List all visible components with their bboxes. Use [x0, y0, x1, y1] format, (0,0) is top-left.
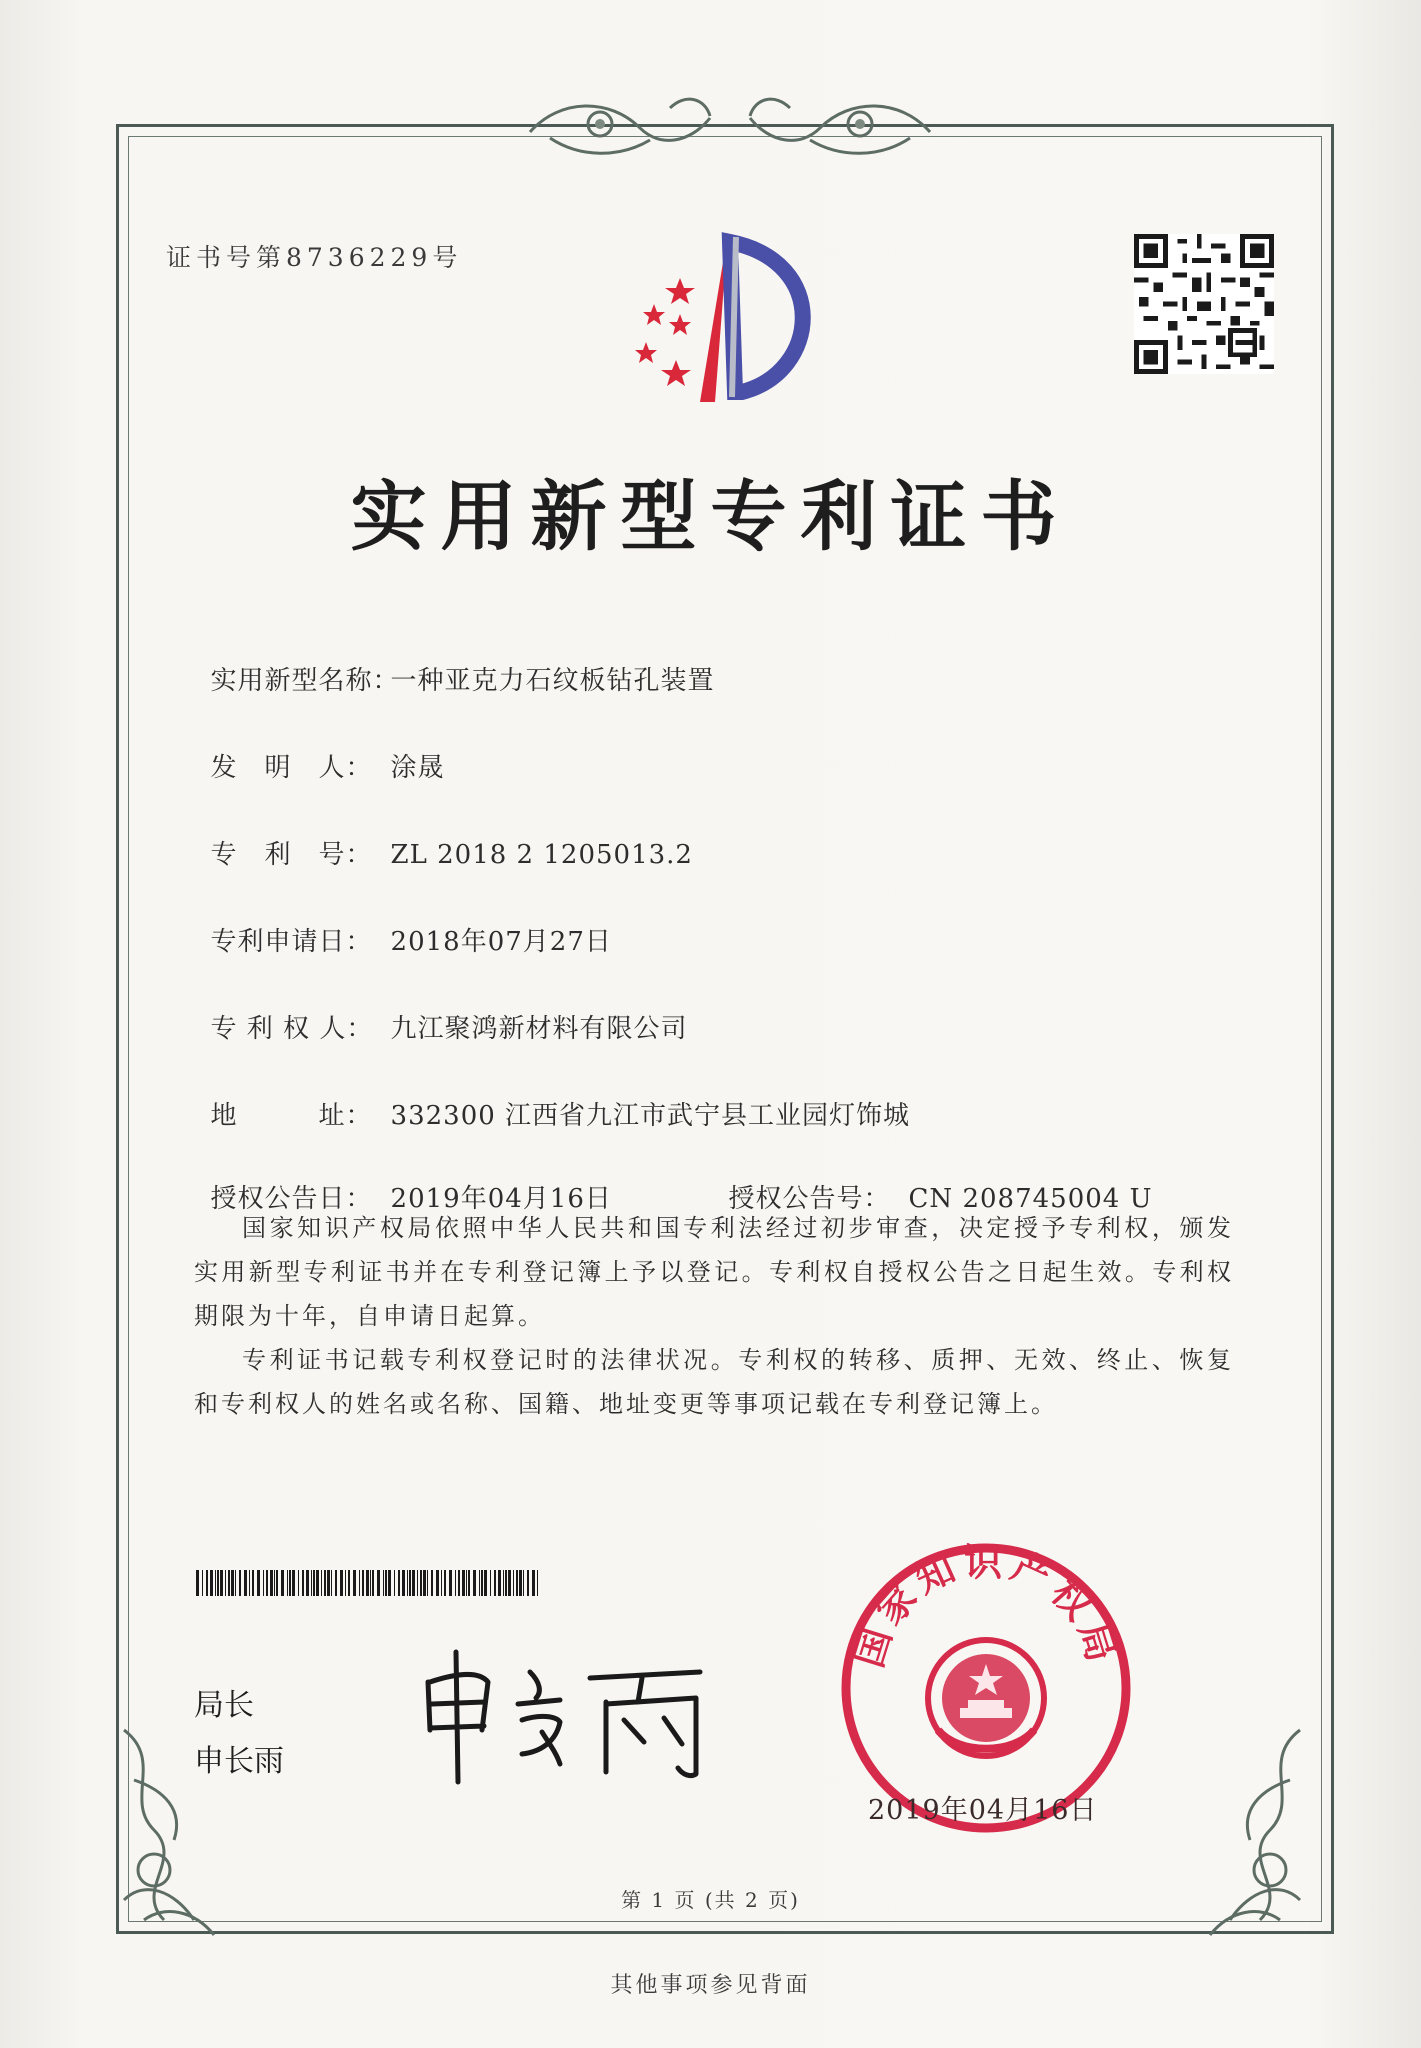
- field-value: ZL 2018 2 1205013.2: [390, 840, 693, 870]
- field-value: 332300 江西省九江市武宁县工业园灯饰城: [390, 1101, 911, 1131]
- barcode: [196, 1570, 544, 1596]
- field-label: 授权公告日：: [210, 1184, 373, 1214]
- director-signature: [410, 1642, 730, 1792]
- footer-note: 其他事项参见背面: [610, 1973, 811, 1998]
- field-value: 2019年04月16日: [390, 1184, 612, 1214]
- field-value: 2018年07月27日: [390, 927, 612, 957]
- field-label: 专 利 权 人：: [210, 1014, 374, 1044]
- seal-date: 2019年04月16日: [868, 1795, 1098, 1826]
- field-value: CN 208745004 U: [908, 1184, 1153, 1214]
- field-value: 九江聚鸿新材料有限公司: [390, 1014, 688, 1044]
- field-label: 实用新型名称：: [210, 666, 400, 696]
- field-value: 一种亚克力石纹板钻孔装置: [390, 666, 715, 696]
- field-value: 涂晟: [390, 753, 445, 783]
- svg-text:国家知识产权局: [847, 1540, 1126, 1672]
- certificate-body: [194, 1206, 1234, 1426]
- field-utility-model-name: [194, 630, 715, 697]
- field-label: 地 址：: [210, 1101, 373, 1131]
- seal-text: 国家知识产权局: [846, 1540, 1126, 1673]
- field-label: 发 明 人：: [210, 753, 373, 783]
- body-paragraph-2: 专利证书记载专利权登记时的法律状况。专利权的转移、质押、无效、终止、恢复和专利权人的姓名或名称、国籍、地址变更等事项记载在专利登记簿上。: [194, 1346, 1234, 1418]
- field-address: [194, 1065, 910, 1132]
- field-patent-number: [194, 804, 693, 871]
- field-label: 授权公告号：: [728, 1184, 891, 1214]
- field-filing-date: [194, 891, 612, 958]
- field-inventor: [194, 717, 445, 784]
- top-ornament: [520, 88, 940, 168]
- director-name: 申长雨: [194, 1744, 284, 1779]
- field-announcement-number: [712, 1148, 1153, 1215]
- field-announcement-date: [194, 1148, 612, 1215]
- field-label: 专 利 号：: [210, 840, 373, 870]
- director-title: 局长: [194, 1688, 254, 1723]
- qr-code: [1134, 234, 1274, 374]
- field-patentee: [194, 978, 688, 1045]
- cnipa-logo-icon: [610, 222, 840, 412]
- page-number: 第 1 页 (共 2 页): [621, 1888, 800, 1912]
- field-label: 专利申请日：: [210, 927, 373, 957]
- national-emblem-icon: [928, 1640, 1044, 1756]
- body-paragraph-1: 国家知识产权局依照中华人民共和国专利法经过初步审查，决定授予专利权，颁发实用新型专利证书并在专利登记簿上予以登记。专利权自授权公告之日起生效。专利权期限为十年，自申请日起算。: [194, 1214, 1234, 1330]
- certificate-title: 实用新型专利证书: [350, 472, 1071, 561]
- certificate-number: 证书号第8736229号: [166, 243, 463, 272]
